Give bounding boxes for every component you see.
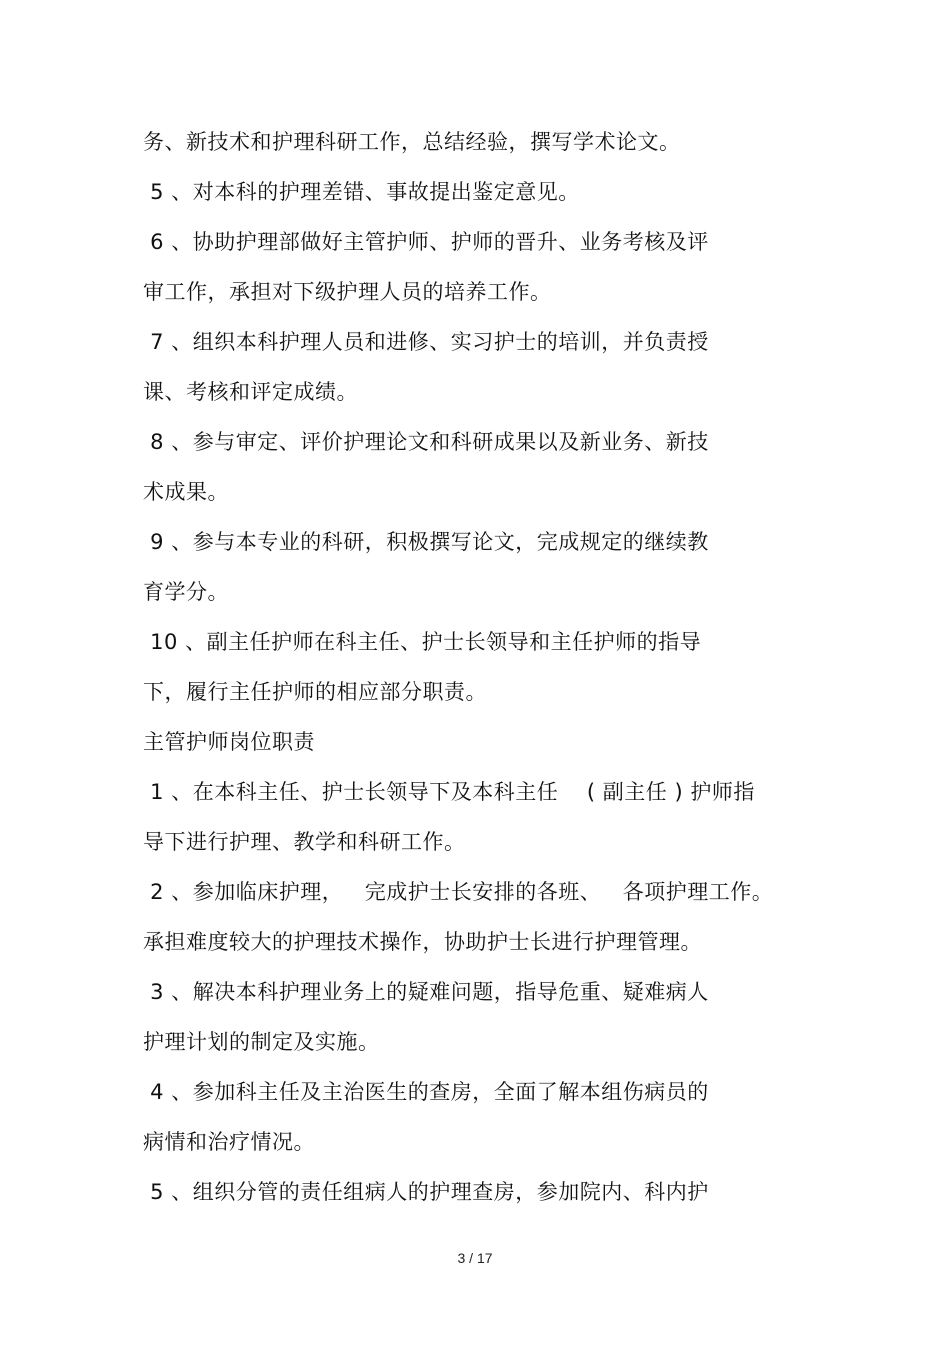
text-line: 4 、参加科主任及主治医生的查房，全面了解本组伤病员的 [143,1080,709,1104]
text-line: 2 、参加临床护理， 完成护士长安排的各班、 各项护理工作。 [143,880,774,904]
text-line: 8 、参与审定、评价护理论文和科研成果以及新业务、新技 [143,430,709,454]
text-line: 护理计划的制定及实施。 [143,1030,380,1054]
text-line: 务、新技术和护理科研工作，总结经验，撰写学术论文。 [143,130,681,154]
text-line: 5 、对本科的护理差错、事故提出鉴定意见。 [143,180,580,204]
text-line: 6 、协助护理部做好主管护师、护师的晋升、业务考核及评 [143,230,709,254]
text-line: 审工作，承担对下级护理人员的培养工作。 [143,280,552,304]
page-number: 3 / 17 [457,1250,493,1266]
text-line: 课、考核和评定成绩。 [143,380,358,404]
text-line: 1 、在本科主任、护士长领导下及本科主任 ( 副主任 ) 护师指 [143,780,755,804]
text-line: 10 、副主任护师在科主任、护士长领导和主任护师的指导 [143,630,702,654]
text-line: 病情和治疗情况。 [143,1130,315,1154]
text-line: 导下进行护理、教学和科研工作。 [143,830,466,854]
text-line: 术成果。 [143,480,229,504]
section-heading: 主管护师岗位职责 [143,730,315,754]
text-line: 下，履行主任护师的相应部分职责。 [143,680,487,704]
text-line: 承担难度较大的护理技术操作，协助护士长进行护理管理。 [143,930,702,954]
text-line: 3 、解决本科护理业务上的疑难问题，指导危重、疑难病人 [143,980,709,1004]
text-line: 5 、组织分管的责任组病人的护理查房，参加院内、科内护 [143,1180,709,1204]
text-line: 7 、组织本科护理人员和进修、实习护士的培训，并负责授 [143,330,709,354]
text-line: 9 、参与本专业的科研，积极撰写论文，完成规定的继续教 [143,530,709,554]
text-line: 育学分。 [143,580,229,604]
